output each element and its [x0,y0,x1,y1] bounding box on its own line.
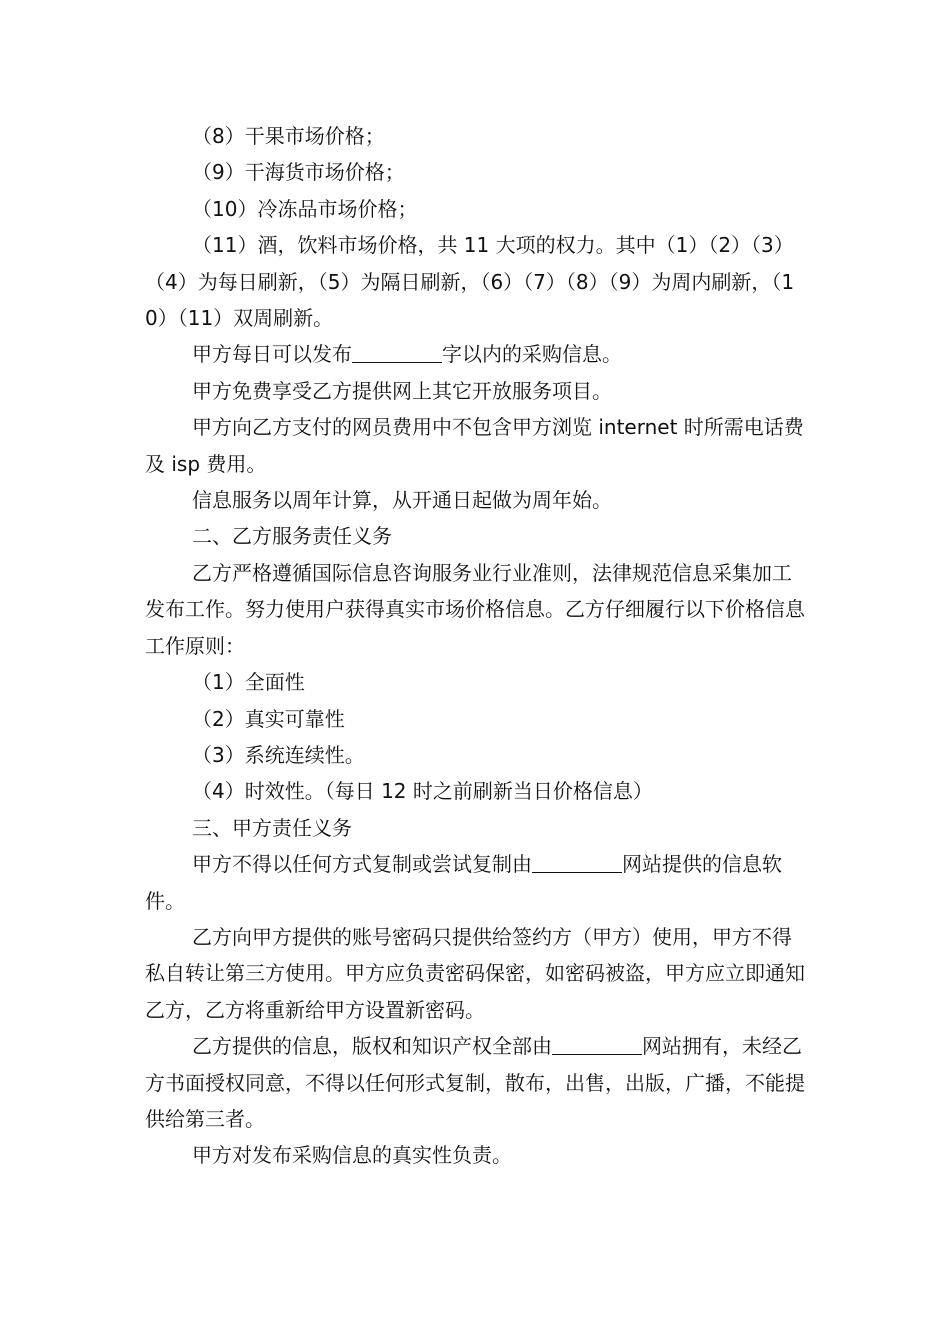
principle-1: （1）全面性 [192,670,305,695]
paragraph-no-copy [145,846,810,919]
principle-3: （3）系统连续性。 [192,742,365,767]
section-heading-3: 三、甲方责任义务 [192,815,352,840]
fill-in-blank [352,340,442,363]
paragraph-item-8: （8）干果市场价格； [192,124,385,148]
principle-4: （4）时效性。（每日 12 时之前刷新当日价格信息） [192,779,653,804]
fill-in-blank [552,1032,642,1055]
paragraph-daily-publish-after: 字以内的采购信息。 [442,342,622,367]
paragraph-no-copy-after: 网站提供的信息软件。 [145,852,782,913]
fill-in-blank [532,850,622,873]
paragraph-item-9: （9）干海货市场价格； [192,160,405,185]
paragraph-daily-publish-before: 甲方每日可以发布 [192,342,352,367]
paragraph-authenticity: 甲方对发布采购信息的真实性负责。 [192,1143,512,1168]
paragraph-service-period: 信息服务以周年计算，从开通日起做为周年始。 [192,488,612,513]
paragraph-copyright-before: 乙方提供的信息，版权和知识产权全部由 [192,1034,552,1059]
document-body [145,118,810,1174]
paragraph-account-password: 乙方向甲方提供的账号密码只提供给签约方（甲方）使用，甲方不得私自转让第三方使用。甲方应负责密码保密，如密码被盗，甲方应立即通知乙方，乙方将重新给甲方设置新密码。 [145,924,805,1022]
principle-2: （2）真实可靠性 [192,706,345,731]
paragraph-free-services: 甲方免费享受乙方提供网上其它开放服务项目。 [192,378,612,403]
paragraph-no-copy-before: 甲方不得以任何方式复制或尝试复制由 [192,852,532,877]
section-heading-2: 二、乙方服务责任义务 [192,524,392,549]
paragraph-party-b-standards: 乙方严格遵循国际信息咨询服务业行业准则，法律规范信息采集加工发布工作。努力使用户获得真实市场价格信息。乙方仔细履行以下价格信息工作原则： [145,560,805,658]
paragraph-item-11: （11）酒，饮料市场价格，共 11 大项的权力。其中（1）（2）（3）（4）为每日刷新，（5）为隔日刷新，（6）（7）（8）（9）为周内刷新，（10）（11）双周刷新。 [145,233,795,331]
paragraph-daily-publish [145,336,810,372]
paragraph-item-10: （10）冷冻品市场价格； [192,196,418,221]
paragraph-fees: 甲方向乙方支付的网员费用中不包含甲方浏览 internet 时所需电话费及 isp 费用。 [145,415,804,476]
paragraph-copyright [145,1028,810,1137]
paragraph-copyright-after: 网站拥有，未经乙方书面授权同意，不得以任何形式复制，散布，出售，出版，广播，不能提供给第三者。 [145,1034,805,1131]
